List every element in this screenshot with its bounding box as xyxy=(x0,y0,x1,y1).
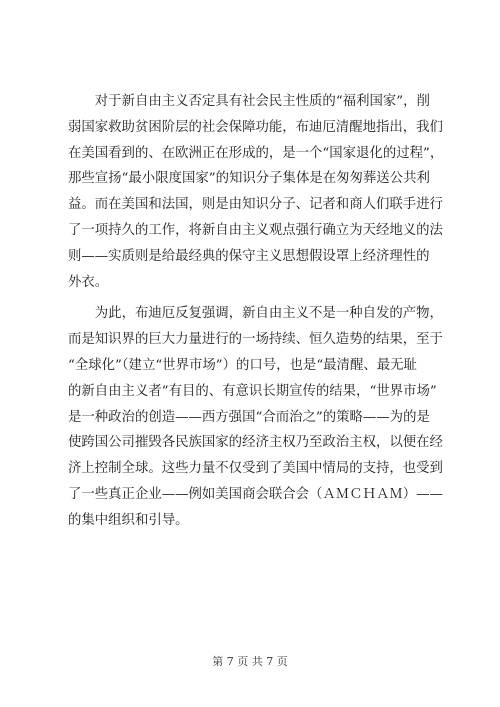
text-line: 使跨国公司摧毁各民族国家的经济主权乃至政治主权，以便在经 xyxy=(68,435,443,451)
text-line: 为此，布迪厄反复强调，新自由主义不是一种自发的产物， xyxy=(94,306,443,322)
text-line: 而是知识界的巨大力量进行的一场持续、恒久造势的结果，至于 xyxy=(68,332,443,348)
page-footer: 第 7 页 共 7 页 xyxy=(212,655,288,668)
text-line: 那些宣扬“最小限度国家”的知识分子集体是在匆匆葬送公共利 xyxy=(68,171,430,187)
text-line: 了一项持久的工作，将新自由主义观点强行确立为天经地义的法 xyxy=(68,222,443,238)
text-line: 外衣。 xyxy=(68,274,109,290)
text-line: 在美国看到的、在欧洲正在形成的，是一个“国家退化的过程”， xyxy=(68,145,444,161)
text-line: 益。而在美国和法国，则是由知识分子、记者和商人们联手进行 xyxy=(68,197,443,213)
text-line: 则——实质则是给最经典的保守主义思想假设罩上经济理性的 xyxy=(68,248,430,264)
text-line: 了一些真正企业——例如美国商会联合会（ＡＭＣＨＡＭ）—— xyxy=(68,486,443,502)
text-line: 的集中组织和引导。 xyxy=(68,512,189,528)
text-line: 济上控制全球。这些力量不仅受到了美国中情局的支持，也受到 xyxy=(68,461,443,477)
text-line: 对于新自由主义否定具有社会民主性质的“福利国家”，削 xyxy=(94,94,430,109)
text-line: “全球化”（建立“世界市场”）的口号，也是“最清醒、最无耻 xyxy=(68,357,417,373)
text-line: 的新自由主义者”有目的、有意识长期宣传的结果，“世界市场” xyxy=(68,383,437,399)
paragraph-1 xyxy=(68,89,444,295)
text-line: 是一种政治的创造——西方强国“合而治之”的策略——为的是 xyxy=(68,409,430,425)
text-line: 弱国家救助贫困阶层的社会保障功能，布迪厄清醒地指出，我们 xyxy=(68,119,443,135)
body-text xyxy=(68,89,444,540)
paragraph-2 xyxy=(68,301,443,533)
